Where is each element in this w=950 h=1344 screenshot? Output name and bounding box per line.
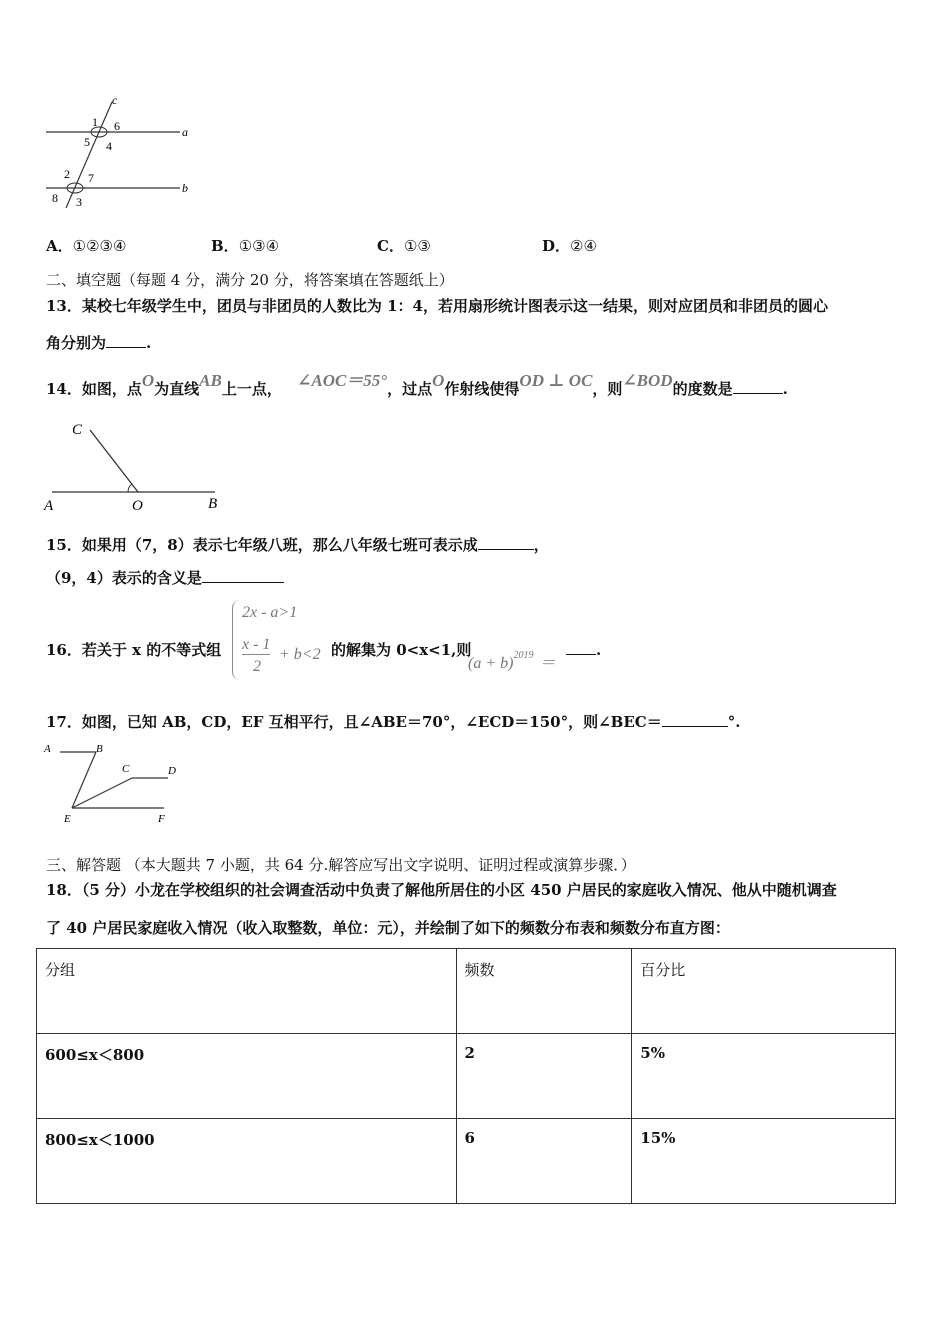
- svg-text:E: E: [64, 813, 71, 825]
- q16-suffix: 的解集为 0<x<1,则: [331, 641, 472, 659]
- line-label-c: c: [112, 93, 118, 107]
- q18-line1: 18．（5 分）小龙在学校组织的社会调查活动中负责了解他所居住的小区 450 户居民的家庭收入情况、他从中随机调查: [46, 881, 837, 899]
- svg-text:D: D: [168, 765, 176, 777]
- header-percentage: 百分比: [632, 949, 896, 1034]
- q15-line2: （9，4）表示的含义是: [46, 568, 284, 588]
- header-frequency: 频数: [456, 949, 632, 1034]
- q15-line1: 15．如果用（7，8）表示七年级八班，那么八年级七班可表示成 ，: [46, 536, 549, 554]
- table-header-row: [37, 949, 896, 1034]
- parallel-zigzag-figure: [40, 740, 190, 828]
- line-label-a: a: [182, 125, 188, 139]
- section-2-title: 二、填空题（每题 4 分，满分 20 分，将答案填在答题纸上）: [46, 271, 454, 289]
- svg-text:B: B: [96, 743, 103, 755]
- option-b: B．①③④: [211, 237, 280, 255]
- svg-text:B: B: [208, 496, 218, 512]
- svg-text:F: F: [158, 813, 165, 825]
- svg-text:A: A: [44, 498, 54, 514]
- table-row: 600≤x＜800 2 5%: [37, 1034, 896, 1119]
- inequality-system: 2x - a>1 x - 1 2 + b<2: [232, 600, 333, 680]
- svg-text:7: 7: [88, 171, 94, 185]
- ray-angle-figure: [40, 418, 230, 518]
- q18-line2: 了 40 户居民家庭收入情况（收入取整数，单位：元），并绘制了如下的频数分布表和频数分布直方图：: [46, 919, 730, 937]
- q16-expression: $(a + b)^{2019}$ ＝: [468, 650, 556, 672]
- svg-text:6: 6: [114, 119, 120, 133]
- frequency-table: [36, 948, 896, 1204]
- option-a: A．①②③④: [46, 237, 127, 255]
- answer-blank[interactable]: [202, 568, 284, 583]
- option-d: D．②④: [542, 237, 597, 255]
- q16-prefix: 16．若关于 x 的不等式组: [46, 641, 222, 659]
- answer-blank[interactable]: [566, 640, 596, 655]
- svg-text:C: C: [122, 763, 130, 775]
- answer-blank[interactable]: [106, 333, 146, 348]
- q13-line1: 13．某校七年级学生中，团员与非团员的人数比为 1：4，若用扇形统计图表示这一结果，则对应团员和非团员的圆心: [46, 297, 828, 315]
- q13-line2: 角分别为 .: [46, 334, 152, 352]
- svg-text:4: 4: [106, 139, 112, 153]
- line-label-b: b: [182, 181, 188, 195]
- svg-text:1: 1: [92, 115, 98, 129]
- answer-blank[interactable]: [662, 712, 728, 727]
- q17-text: 17．如图，已知 AB，CD，EF 互相平行，且∠ABE＝70°，∠ECD＝150°，则∠BEC＝ °.: [46, 713, 741, 731]
- svg-text:8: 8: [52, 191, 58, 205]
- svg-text:O: O: [132, 498, 143, 514]
- header-group: 分组: [37, 949, 457, 1034]
- svg-text:2: 2: [64, 167, 70, 181]
- svg-text:A: A: [44, 743, 51, 755]
- svg-text:C: C: [72, 422, 83, 438]
- q16-blank: .: [566, 640, 601, 660]
- answer-blank[interactable]: [478, 535, 534, 550]
- option-c: C．①③: [377, 237, 431, 255]
- section-3-title: 三、解答题 （本大题共 7 小题，共 64 分.解答应写出文字说明、证明过程或演算步骤．）: [46, 856, 636, 874]
- q14-text: 14．如图，点O为直线AB上一点， ∠AOC＝55°，过点O作射线使得OD ⊥ OC，则∠BOD的度数是 .: [46, 371, 788, 398]
- svg-text:3: 3: [76, 195, 82, 209]
- table-row: 800≤x＜1000 6 15%: [37, 1119, 896, 1204]
- parallel-lines-figure: [40, 92, 200, 214]
- svg-text:5: 5: [84, 135, 90, 149]
- answer-blank[interactable]: [733, 379, 783, 394]
